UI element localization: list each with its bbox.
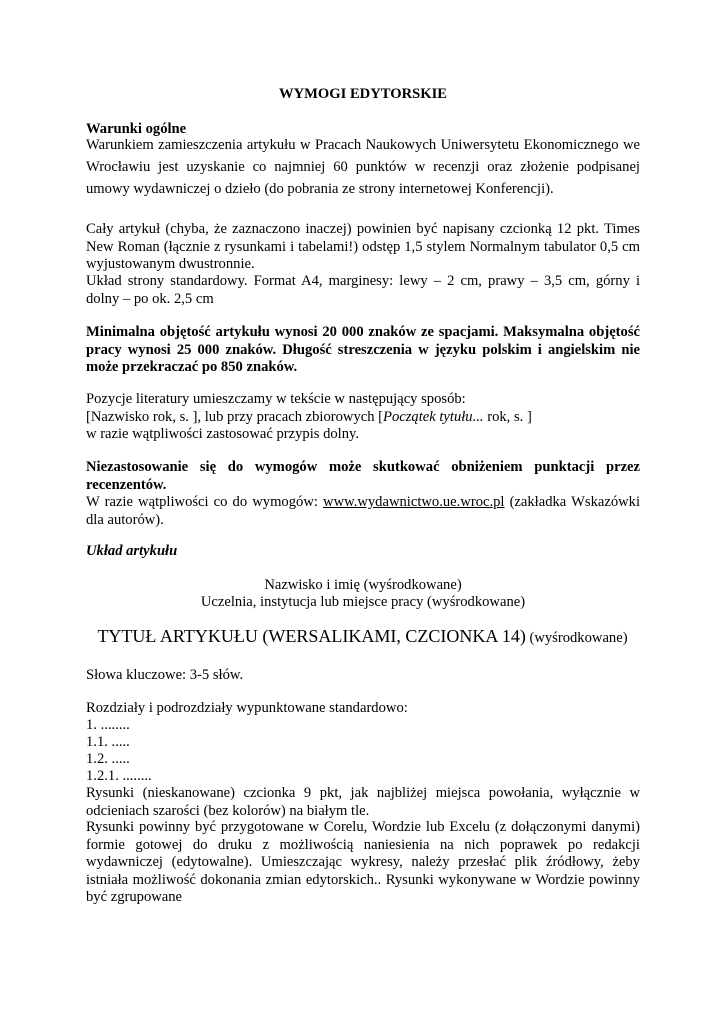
figures-paragraph-1: Rysunki (nieskanowane) czcionka 9 pkt, jak najbliżej miejsca powołania, wyłącznie w odcieniach szarości (bez kolorów) na białym tle. (86, 785, 640, 819)
numbering-item: 1.2. ..... (86, 751, 130, 767)
references-line-2-end: rok, s. ] (483, 408, 532, 425)
figures-paragraph-2: Rysunki powinny być przygotowane w Corelu, Wordzie lub Excelu (z dołączonymi danymi) formie gotowej do druku z możliwością naniesienia na nich poprawek po redakcji wydawniczej (edytowalne). Umieszczając wykresy, należy przesłać plik źródłowy, żeby istniała możliwość dokonania zmian edytorskich.. Rysunki wykonywane w Wordzie powinny być zgrupowane (86, 819, 640, 905)
general-heading: Warunki ogólne (86, 121, 187, 137)
references-line-2 (86, 409, 640, 427)
noncompliance-help (86, 494, 640, 529)
institution-line: Uczelnia, instytucja lub miejsce pracy (wyśrodkowane) (200, 594, 526, 610)
volume-paragraph: Minimalna objętość artykułu wynosi 20 000 znaków ze spacjami. Maksymalna objętość pracy wynosi 25 000 znaków. Długość streszczenia w języku polskim i angielskim nie może przekraczać po 850 znaków. (86, 324, 640, 375)
article-title-line (60, 628, 665, 648)
numbering-item: 1.2.1. ........ (86, 768, 152, 784)
noncompliance-help-end: (zakładka Wskazówki dla autorów). (86, 494, 641, 528)
publisher-website-link[interactable]: www.wydawnictwo.ue.wroc.pl (323, 494, 505, 510)
author-line: Nazwisko i imię (wyśrodkowane) (264, 577, 462, 593)
keywords-line: Słowa kluczowe: 3-5 słów. (86, 667, 244, 683)
numbering-item: 1.1. ..... (86, 734, 130, 750)
page-layout-paragraph: Układ strony standardowy. Format A4, marginesy: lewy – 2 cm, prawy – 3,5 cm, górny i dolny – po ok. 2,5 cm (86, 273, 640, 307)
noncompliance-paragraph (86, 459, 640, 529)
noncompliance-warning: Niezastosowanie się do wymogów może skutkować obniżeniem punktacji przez recenzentów. (86, 459, 640, 493)
general-paragraph: Warunkiem zamieszczenia artykułu w Pracach Naukowych Uniwersytetu Ekonomicznego we Wrocławiu jest uzyskanie co najmniej 60 punktów w recenzji oraz złożenie podpisanej umowy wydawniczej o dzieło (do pobrania ze strony internetowej Konferencji). (86, 137, 640, 197)
format-paragraph: Cały artykuł (chyba, że zaznaczono inaczej) powinien być napisany czcionką 12 pkt. Times New Roman (łącznie z rysunkami i tabelami!) odstęp 1,5 stylem Normalnym tabulator 0,5 cm wyjustowanym dwustronnie. (86, 221, 640, 272)
doc-title: WYMOGI EDYTORSKIE (279, 86, 447, 102)
noncompliance-help-start: W razie wątpliwości co do wymogów: (86, 494, 324, 510)
numbering-item: 1. ........ (86, 717, 130, 733)
references-line-1: Pozycje literatury umieszczamy w tekście w następujący sposób: (86, 391, 466, 407)
references-title-start: Początek tytułu... (383, 408, 484, 425)
references-line-2-start: [Nazwisko rok, s. ], lub przy pracach zbiorowych [ (86, 408, 384, 425)
article-title-note: (wyśrodkowane) (525, 630, 628, 646)
layout-heading: Układ artykułu (86, 543, 178, 559)
references-line-3: w razie wątpliwości zastosować przypis dolny. (86, 426, 360, 442)
references-paragraph (86, 391, 640, 444)
chapters-intro: Rozdziały i podrozdziały wypunktowane standardowo: (86, 700, 408, 716)
article-title-caps: TYTUŁ ARTYKUŁU (WERSALIKAMI, CZCIONKA 14) (97, 626, 526, 646)
